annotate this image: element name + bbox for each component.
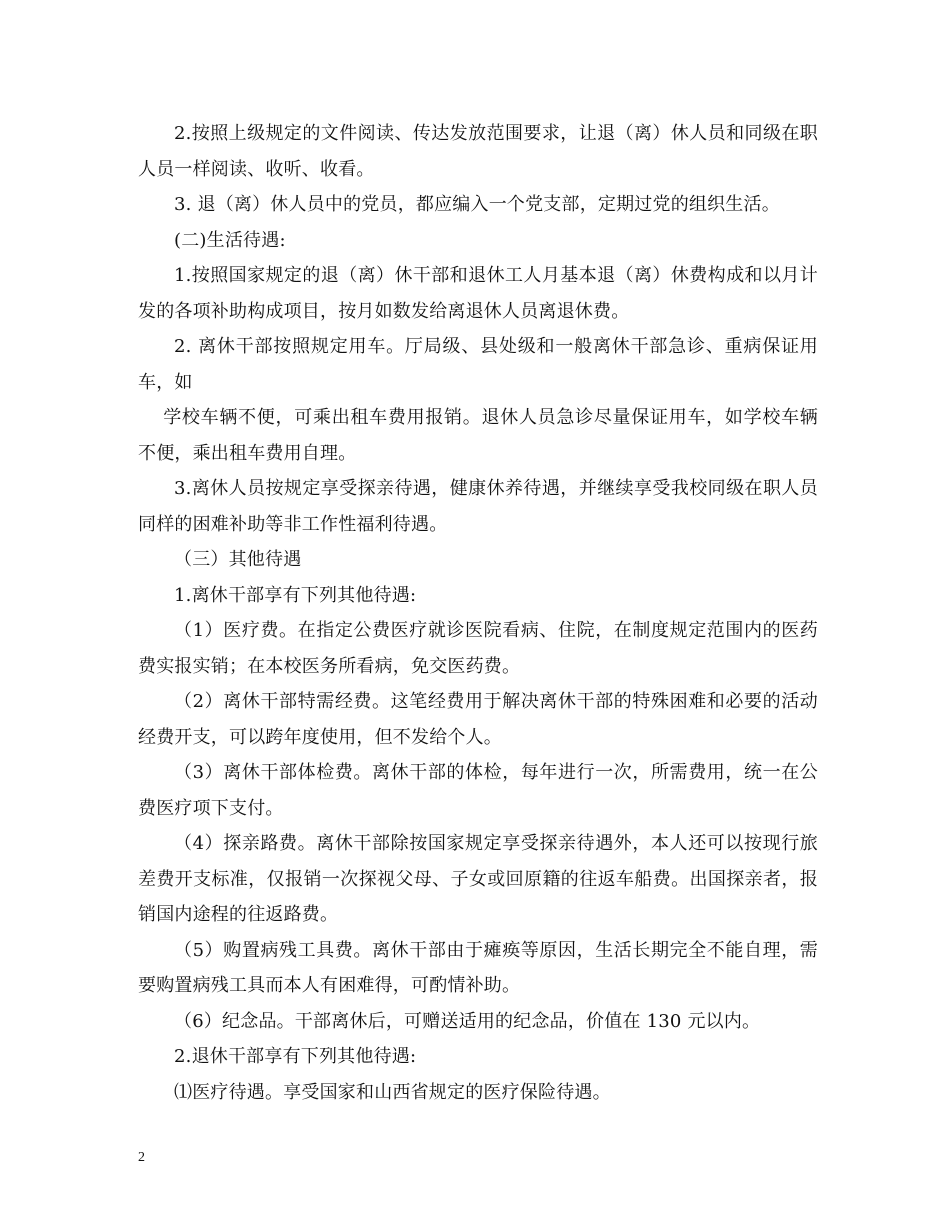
paragraph-souvenir: （6）纪念品。干部离休后，可赠送适用的纪念品，价值在 130 元以内。 (174, 1010, 761, 1032)
paragraph-physical-exam: （3）离休干部体检费。离休干部的体检，每年进行一次，所需费用，统一在公费医疗项下支付。 (138, 762, 818, 819)
paragraph-travel-expenses: （4）探亲路费。离休干部除按国家规定享受探亲待遇外，本人还可以按现行旅差费开支标准，仅报销一次探视父母、子女或回原籍的往返车船费。出国探亲者，报销国内途程的往返路费。 (138, 833, 818, 925)
paragraph-special-funds: （2）离休干部特需经费。这笔经费用于解决离休干部的特殊困难和必要的活动经费开支，可以跨年度使用，但不发给个人。 (138, 691, 818, 748)
paragraph-retired-staff-benefits-intro: 2.退休干部享有下列其他待遇: (174, 1046, 417, 1067)
paragraph-party-members: 3. 退（离）休人员中的党员，都应编入一个党支部，定期过党的组织生活。 (174, 194, 780, 215)
paragraph-vehicle-use-continued: 学校车辆不便，可乘出租车费用报销。退休人员急诊尽量保证用车，如学校车辆不便，乘出租车费用自理。 (138, 407, 818, 464)
paragraph-medical-insurance: ⑴医疗待遇。享受国家和山西省规定的医疗保险待遇。 (174, 1081, 611, 1103)
paragraph-retirement-pay: 1.按照国家规定的退（离）休干部和退休工人月基本退（离）休费构成和以月计发的各项补助构成项目，按月如数发给离退休人员离退休费。 (138, 265, 818, 322)
paragraph-medical-expenses: （1）医疗费。在指定公费医疗就诊医院看病、住院，在制度规定范围内的医药费实报实销；在本校医务所看病，免交医药费。 (138, 620, 818, 677)
page-number: 2 (138, 1150, 145, 1165)
paragraph-reading-rights: 2.按照上级规定的文件阅读、传达发放范围要求，让退（离）休人员和同级在职人员一样阅读、收听、收看。 (138, 123, 818, 180)
section-heading-living-benefits: (二)生活待遇: (174, 229, 286, 251)
document-body (138, 116, 818, 1110)
paragraph-vehicle-use: 2. 离休干部按照规定用车。厅局级、县处级和一般离休干部急诊、重病保证用车，如 (138, 336, 818, 393)
paragraph-disability-aids: （5）购置病残工具费。离休干部由于瘫痪等原因，生活长期完全不能自理，需要购置病残工具而本人有困难得，可酌情补助。 (138, 939, 818, 996)
paragraph-retired-cadre-benefits-intro: 1.离休干部享有下列其他待遇: (174, 584, 417, 606)
section-heading-other-benefits: （三）其他待遇 (174, 549, 302, 570)
paragraph-family-visit-benefits: 3.离休人员按规定享受探亲待遇，健康休养待遇，并继续享受我校同级在职人员同样的困难补助等非工作性福利待遇。 (138, 478, 818, 535)
